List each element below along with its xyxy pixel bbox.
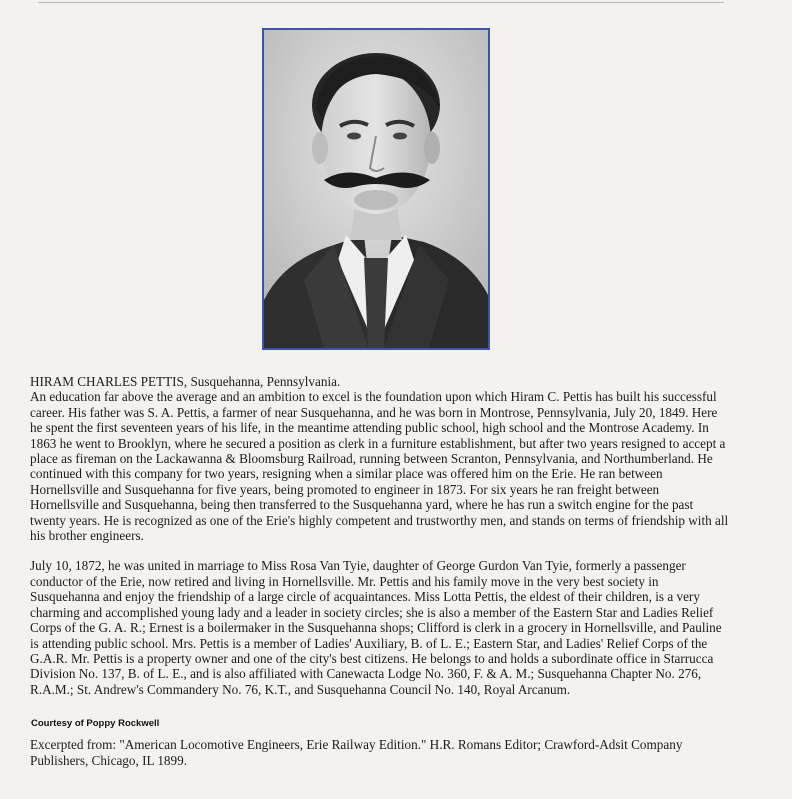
top-divider: [38, 2, 724, 3]
biography-paragraph-family: July 10, 1872, he was united in marriage to Miss Rosa Van Tyie, daughter of George Gurdon Van Tyie, formerly a passenger conductor of the Erie, now retired and living in Hornellsville. Mr. Pettis and his family move in the very best society in Susquehanna and enjoy the friendship of a large circle of acquaintances. Miss Lotta Pettis, the eldest of their children, is a very charming and accomplished young lady and a leader in society circles; she is also a member of the Eastern Star and Ladies Relief Corps of the G. A. R.; Ernest is a boilermaker in the Susquehanna shops; Clifford is clerk in a grocery in Hornellsville, and Pauline is attending public school. Mrs. Pettis is a member of Ladies' Auxiliary, B. of L. E.; Eastern Star, and Ladies' Relief Corps of the G.A.R. Mr. Pettis is a property owner and one of the city's best citizens. He belongs to and holds a subordinate office in Starrucca Division No. 137, B. of L. E., and is also affiliated with Canewacta Lodge No. 360, F. & A. M.; Susquehanna Chapter No. 276, R.A.M.; St. Andrew's Commandery No. 76, K.T., and Susquehanna Council No. 140, Royal Arcanum.: [30, 558, 722, 697]
biography-text: [30, 374, 730, 697]
portrait-photo: [262, 28, 490, 350]
photo-credit: Courtesy of Poppy Rockwell: [31, 718, 160, 729]
biography-paragraph-career: An education far above the average and an ambition to excel is the foundation upon which Hiram C. Pettis has built his successful career. His father was S. A. Pettis, a farmer of near Susquehanna, and he was born in Montrose, Pennsylvania, July 20, 1849. Here he spent the first seventeen years of his life, in the meantime attending public school, high school and the Montrose Academy. In 1863 he went to Brooklyn, where he secured a position as clerk in a furniture establishment, but after two years resigned to accept a place as fireman on the Lackawanna & Bloomsburg Railroad, running between Scranton, Pennsylvania, and Northumberland. He continued with this company for two years, resigning when a similar place was offered him on the Erie. He ran between Hornellsville and Susquehanna for five years, being promoted to engineer in 1873. For six years he ran freight between Hornellsville and Susquehanna, being then transferred to the Susquehanna yard, where he has run a switch engine for the past twenty years. He is recognized as one of the Erie's highly competent and trustworthy men, and stands on terms of friendship with all his brother engineers.: [30, 389, 729, 544]
portrait-image: [264, 30, 488, 348]
biography-heading: HIRAM CHARLES PETTIS, Susquehanna, Pennsylvania.: [30, 374, 341, 389]
source-citation: Excerpted from: "American Locomotive Engineers, Erie Railway Edition." H.R. Romans Editor; Crawford-Adsit Company Publishers, Chicago, IL 1899.: [30, 737, 683, 768]
